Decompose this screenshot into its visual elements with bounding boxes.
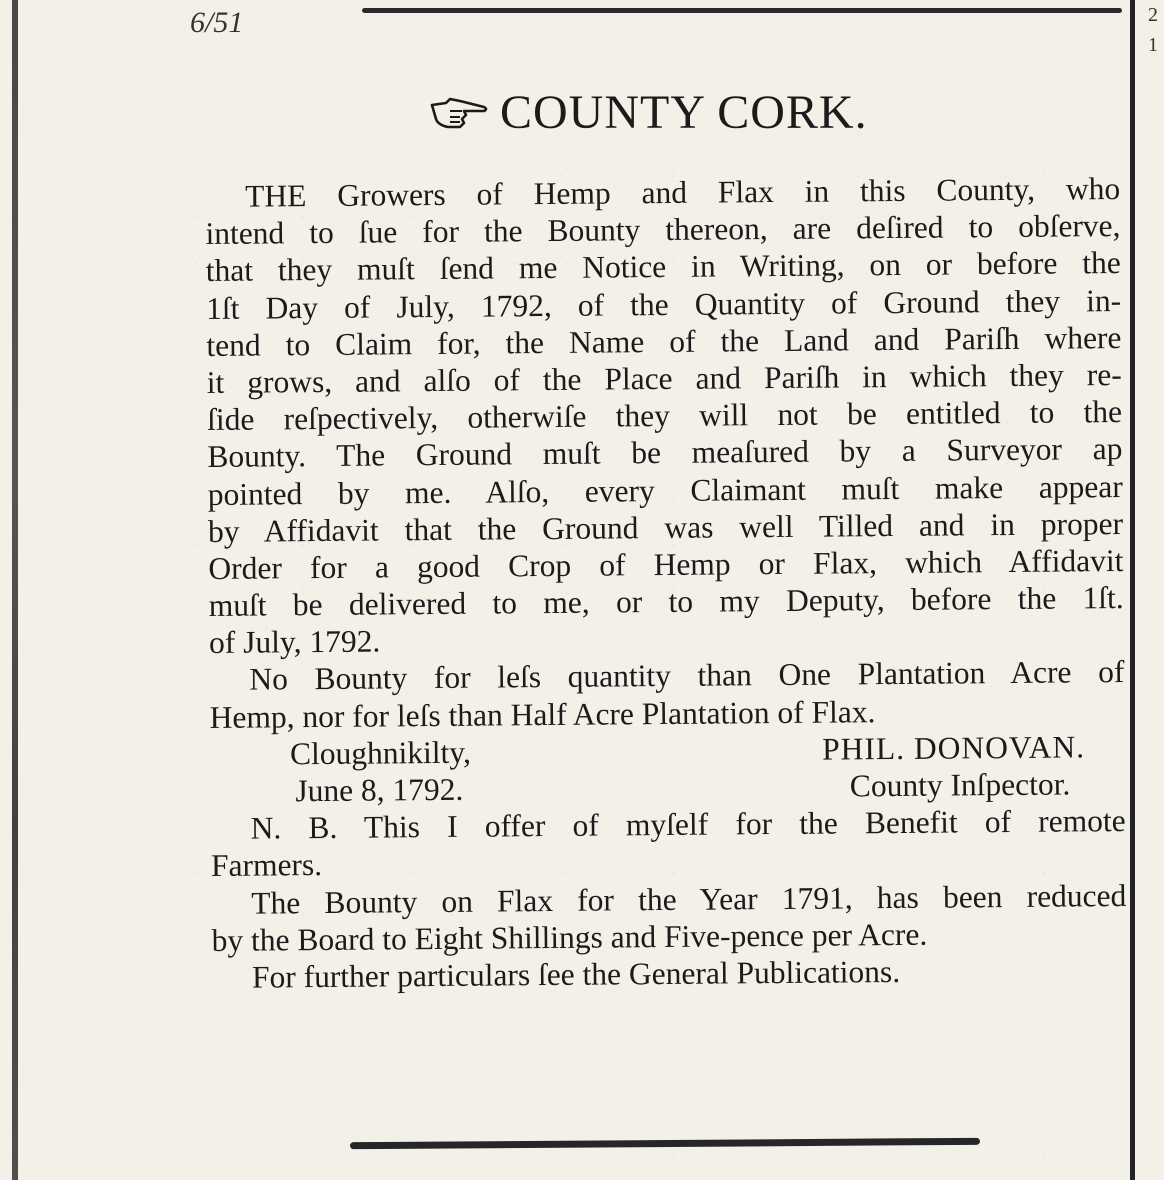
bottom-divider [350, 1138, 980, 1149]
folio-mark: 6/51 [190, 6, 244, 39]
notice-line: muſt be delivered to me, or to my Deputy, before the 1ſt. [208, 580, 1124, 624]
signature-place: Cloughnikilty, [289, 734, 472, 772]
notice-line: ſide reſpectively, otherwiſe they will not be entitled to the [206, 394, 1123, 438]
notice-line: by Affidavit that the Ground was well Tilled and in proper [207, 505, 1124, 549]
right-column-rule [1130, 0, 1135, 1180]
nb-line: N. B. This I offer of myſelf for the Benefit of remote [250, 803, 1126, 846]
nb-line: Farmers. [210, 847, 323, 884]
top-divider [362, 8, 1122, 13]
condition-line: No Bounty for leſs quantity than One Plantation Acre of [249, 654, 1125, 698]
reduction-line: The Bounty on Flax for the Year 1791, has been reduced [251, 877, 1127, 921]
notice-line: pointed by me. Alſo, every Claimant muſt make appear [207, 468, 1123, 512]
notice-line: of July, 1792. [208, 623, 381, 661]
signature-row-2 [210, 765, 1125, 810]
edge-mark-second: 1 [1148, 34, 1158, 56]
notice-heading [430, 85, 950, 140]
condition-line: Hemp, nor for leſs than Half Acre Plantation of Flax. [209, 693, 876, 735]
notice-body [205, 170, 1127, 996]
left-column-rule [12, 0, 18, 1180]
notice-line: tend to Claim for, the Name of the Land and Pariſh where [206, 319, 1122, 363]
reduction-line: by the Board to Eight Shillings and Five-pence per Acre. [211, 916, 928, 958]
signature-title: County Inſpector. [849, 766, 1071, 804]
edge-mark-top: 2 [1148, 4, 1158, 26]
pointing-hand-icon [430, 95, 488, 131]
further-particulars-line: For further particulars ſee the General Publications. [251, 953, 901, 995]
notice-line: Order for a good Crop of Hemp or Flax, which Affidavit [208, 542, 1124, 586]
notice-line: Bounty. The Ground muſt be meaſured by a Surveyor ap [207, 431, 1123, 475]
notice-line: THE Growers of Hemp and Flax in this County, who [245, 171, 1121, 214]
signature-date: June 8, 1792. [295, 771, 464, 809]
signature-name: PHIL. DONOVAN. [822, 729, 1086, 767]
notice-line: intend to ſue for the Bounty thereon, are deſired to obſerve, [205, 208, 1121, 252]
notice-line: 1ſt Day of July, 1792, of the Quantity of Ground they in- [205, 282, 1122, 326]
heading-title: COUNTY CORK. [500, 86, 868, 139]
notice-line: that they muſt ſend me Notice in Writing, on or before the [205, 245, 1121, 289]
notice-line: it grows, and alſo of the Place and Pariſh in which they re- [206, 356, 1122, 400]
